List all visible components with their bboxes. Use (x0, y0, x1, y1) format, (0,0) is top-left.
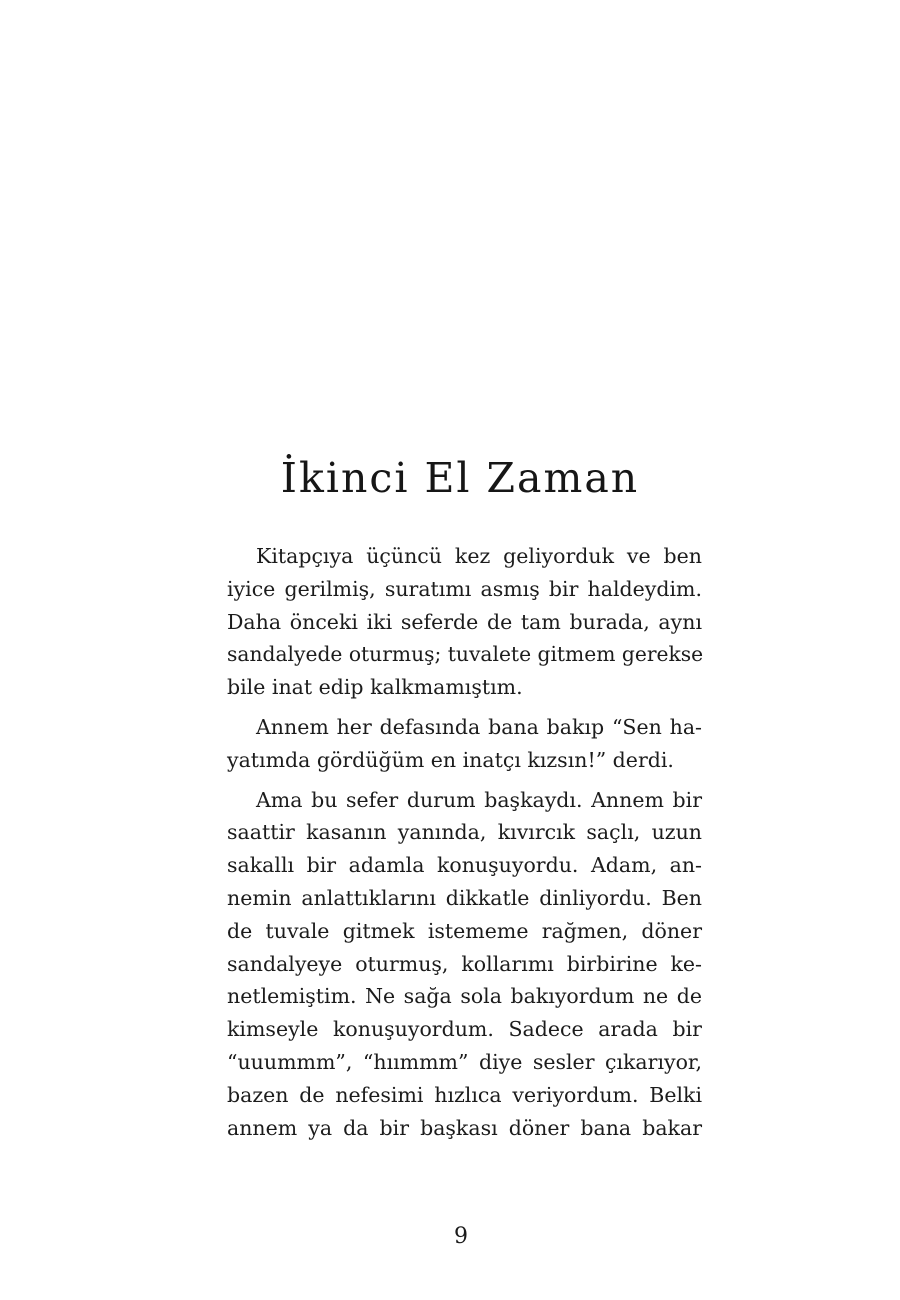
text-line: sakallı bir adamla konuşuyordu. Adam, an- (227, 853, 702, 878)
text-line: Kitapçıya üçüncü kez geliyorduk ve ben (256, 544, 702, 568)
text-line: nemin anlattıklarını dikkatle dinliyordu. Ben (227, 885, 702, 910)
paragraph-spacer (227, 777, 702, 784)
text-line: Annem her defasında bana bakıp “Sen ha- (256, 714, 702, 739)
text-line: bile inat edip kalkmamıştım. (227, 675, 523, 700)
paragraph (227, 784, 702, 1145)
text-line: “uuummm”, “hıımmm” diye sesler çıkarıyor, (227, 1049, 702, 1074)
chapter-title: İkinci El Zaman (280, 454, 640, 502)
text-line: yatımda gördüğüm en inatçı kızsın!” derdi. (227, 747, 674, 772)
paragraph (227, 540, 702, 704)
text-line: saattir kasanın yanında, kıvırcık saçlı, uzun (227, 820, 702, 845)
text-line: iyice gerilmiş, suratımı asmış bir haldeydim. (227, 576, 702, 601)
paragraph-spacer (227, 704, 702, 711)
text-line: netlemiştim. Ne sağa sola bakıyordum ne de (227, 984, 702, 1009)
text-line: Daha önceki iki seferde de tam burada, aynı (227, 609, 702, 634)
text-line: Ama bu sefer durum başkaydı. Annem bir (256, 787, 702, 812)
text-line: sandalyeye oturmuş, kollarımı birbirine ke- (227, 951, 702, 976)
text-line: kimseyle konuşuyordum. Sadece arada bir (227, 1017, 702, 1042)
page-number: 9 (454, 1224, 468, 1249)
chapter-body (227, 540, 702, 1144)
text-line: bazen de nefesimi hızlıca veriyordum. Belki (227, 1082, 702, 1107)
text-line: de tuvale gitmek istememe rağmen, döner (227, 918, 702, 943)
paragraph (227, 711, 702, 777)
text-line: annem ya da bir başkası döner bana bakar (227, 1115, 702, 1140)
text-line: sandalyede oturmuş; tuvalete gitmem gerekse (227, 642, 704, 667)
